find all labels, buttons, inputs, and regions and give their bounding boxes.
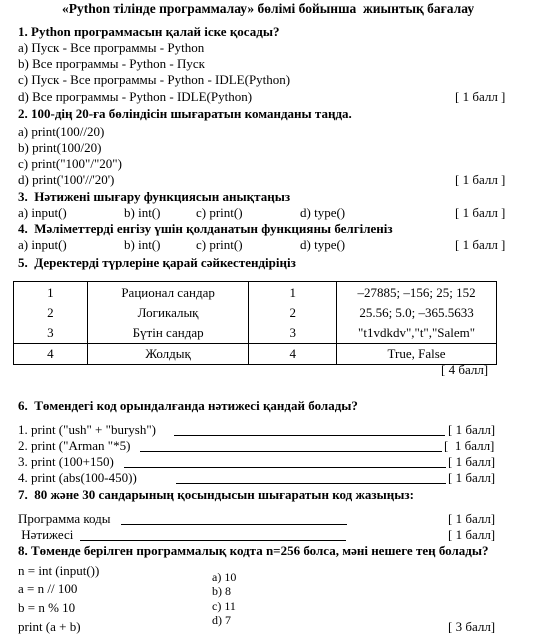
question-2: 2. 100-дің 20-ға бөліндісін шығаратын команданы таңда.	[18, 106, 352, 121]
q4-option-c: c) print()	[196, 237, 243, 252]
q8-option-c: c) 11	[212, 599, 236, 613]
q1-option-c: c) Пуск - Все программы - Python - IDLE(Python)	[18, 72, 291, 87]
row-number: 3	[249, 323, 337, 344]
q8-code-line-1: n = int (input())	[18, 563, 100, 578]
question-4: 4. Мәліметтерді енгізу үшін қолданатын функцияны белгіленіз	[18, 221, 393, 236]
q8-option-d: d) 7	[212, 613, 231, 627]
q2-option-d: d) print('100'//'20')	[18, 172, 115, 187]
q8-code-line-2: a = n // 100	[18, 581, 78, 596]
q1-option-a: a) Пуск - Все программы - Python	[18, 40, 205, 55]
q3-option-d: d) type()	[300, 205, 346, 220]
q6-points-3: [ 1 балл]	[448, 454, 496, 469]
data-type-name: Жолдық	[87, 344, 249, 365]
answer-line	[140, 451, 442, 452]
answer-line	[176, 483, 446, 484]
question-7: 7. 80 және 30 сандарының қосындысын шығаратын код жазыңыз:	[18, 487, 414, 502]
answer-line	[124, 467, 446, 468]
answer-line	[80, 540, 346, 541]
row-number: 2	[14, 303, 88, 323]
q8-option-a: a) 10	[212, 570, 237, 584]
question-5: 5. Деректерді түрлеріне қарай сәйкестендіріңіз	[18, 255, 296, 270]
q7-points-2: [ 1 балл]	[448, 527, 496, 542]
q4-points: [ 1 балл ]	[455, 237, 506, 252]
q7-result-label: Нәтижесі	[18, 527, 74, 542]
q2-option-c: c) print("100"/"20")	[18, 156, 122, 171]
q3-option-a: a) input()	[18, 205, 67, 220]
q6-code-4: 4. print (abs(100-450))	[18, 470, 137, 485]
q5-points: [ 4 балл]	[441, 362, 489, 377]
q7-code-label: Программа коды	[18, 511, 111, 526]
data-value: "t1vdkdv","t","Salem"	[337, 323, 497, 344]
q3-option-b: b) int()	[124, 205, 161, 220]
data-type-name: Бүтін сандар	[87, 323, 249, 344]
title: «Python тілінде программалау» бөлімі бойынша жиынтық бағалау	[62, 1, 475, 16]
q7-points-1: [ 1 балл]	[448, 511, 496, 526]
matching-table	[13, 281, 497, 365]
question-8: 8. Төменде берілген программалық кодта n=256 болса, мәні нешеге тең болады?	[18, 543, 489, 558]
q2-points: [ 1 балл ]	[455, 172, 506, 187]
q8-option-b: b) 8	[212, 584, 231, 598]
q1-option-b: b) Все программы - Python - Пуск	[18, 56, 205, 71]
data-value: –27885; –156; 25; 152	[337, 282, 497, 304]
row-number: 4	[14, 344, 88, 365]
q1-option-d: d) Все программы - Python - IDLE(Python)	[18, 89, 253, 104]
q4-option-a: a) input()	[18, 237, 67, 252]
data-value: 25.56; 5.0; –365.5633	[337, 303, 497, 323]
q3-option-c: c) print()	[196, 205, 243, 220]
question-1: 1. Python программасын қалай іске қосады?	[18, 24, 280, 39]
data-type-name: Логикалық	[87, 303, 249, 323]
question-3: 3. Нәтижені шығару функциясын анықтаңыз	[18, 189, 291, 204]
data-type-name: Рационал сандар	[87, 282, 249, 304]
q6-code-3: 3. print (100+150)	[18, 454, 114, 469]
row-number: 3	[14, 323, 88, 344]
q8-code-line-3: b = n % 10	[18, 600, 76, 615]
table-row	[14, 303, 497, 323]
row-number: 1	[14, 282, 88, 304]
q6-points-2: [ 1 балл]	[444, 438, 495, 453]
q6-points-4: [ 1 балл]	[448, 470, 496, 485]
q6-code-2: 2. print ("Arman "*5)	[18, 438, 131, 453]
q8-code-line-4: print (a + b)	[18, 619, 81, 634]
q2-option-a: a) print(100//20)	[18, 124, 105, 139]
q3-points: [ 1 балл ]	[455, 205, 506, 220]
q6-code-1: 1. print ("ush" + "burysh")	[18, 422, 156, 437]
table-row	[14, 344, 497, 365]
q2-option-b: b) print(100/20)	[18, 140, 102, 155]
row-number: 2	[249, 303, 337, 323]
q6-points-1: [ 1 балл]	[448, 422, 496, 437]
q1-points: [ 1 балл ]	[455, 89, 506, 104]
row-number: 1	[249, 282, 337, 304]
q8-points: [ 3 балл]	[448, 619, 496, 634]
q4-option-b: b) int()	[124, 237, 161, 252]
table-row	[14, 323, 497, 344]
q4-option-d: d) type()	[300, 237, 346, 252]
question-6: 6. Төмендегі код орындалғанда нәтижесі қандай болады?	[18, 398, 358, 413]
table-row	[14, 282, 497, 304]
row-number: 4	[249, 344, 337, 365]
answer-line	[121, 524, 347, 525]
answer-line	[174, 435, 445, 436]
data-value: True, False	[337, 344, 497, 365]
